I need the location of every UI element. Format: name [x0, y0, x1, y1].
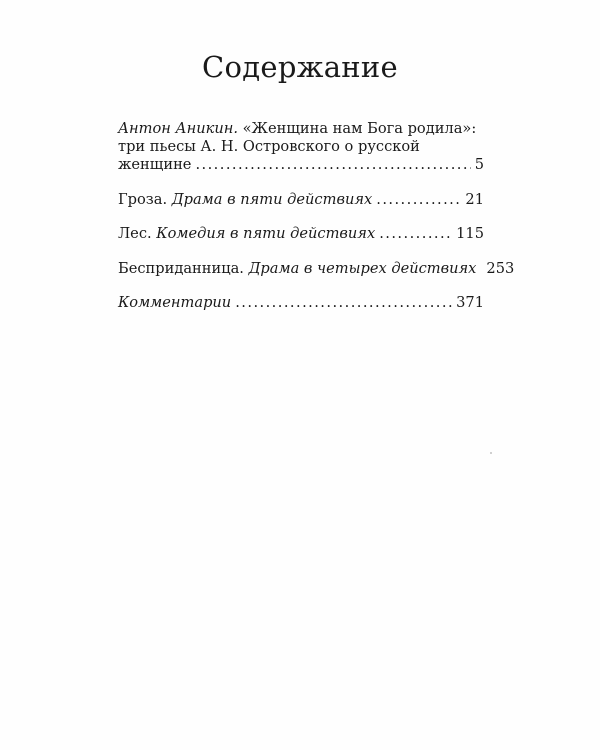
toc-entry-groza[interactable]	[118, 191, 484, 209]
dot-leader	[235, 294, 452, 312]
paper-speck	[490, 452, 492, 454]
toc-entry-introduction[interactable]	[118, 120, 484, 174]
toc-entry-line	[118, 138, 484, 156]
toc-entry-line	[118, 191, 484, 209]
toc-entry-title: Бесприданница.	[118, 260, 244, 277]
toc-entry-line	[118, 156, 484, 174]
toc-page-number: 5	[474, 156, 484, 173]
toc-entry-subtitle: Драма в четырех действиях	[248, 260, 477, 277]
dot-leader	[376, 191, 461, 209]
toc-entry-title: Гроза.	[118, 191, 168, 208]
toc-page-number: 253	[486, 260, 515, 277]
toc-entry-title-continued: три пьесы А. Н. Островского о русской	[118, 138, 420, 155]
toc-entry-subtitle: Комедия в пяти действиях	[156, 225, 376, 242]
toc-entry-line	[118, 260, 515, 278]
dot-leader	[195, 156, 470, 174]
page-title: Содержание	[201, 50, 399, 84]
toc-page-number: 21	[465, 191, 484, 208]
toc-entry-title-continued: женщине	[118, 156, 192, 173]
toc-entry-commentary[interactable]	[118, 294, 484, 312]
table-of-contents	[118, 120, 515, 312]
toc-entry-title: «Женщина нам Бога родила»:	[242, 120, 477, 137]
toc-entry-line	[118, 294, 484, 312]
toc-author: Антон Аникин.	[118, 120, 238, 137]
toc-entry-line	[118, 225, 484, 243]
toc-entry-title: Лес.	[118, 225, 152, 242]
toc-entry-line	[118, 120, 484, 138]
toc-entry-les[interactable]	[118, 225, 484, 243]
toc-entry-bespridannitsa[interactable]	[118, 260, 515, 278]
dot-leader	[379, 225, 452, 243]
toc-entry-subtitle: Драма в пяти действиях	[171, 191, 373, 208]
toc-page-number: 115	[456, 225, 484, 242]
toc-entry-subtitle: Комментарии	[118, 294, 232, 311]
toc-page-number: 371	[456, 294, 484, 311]
